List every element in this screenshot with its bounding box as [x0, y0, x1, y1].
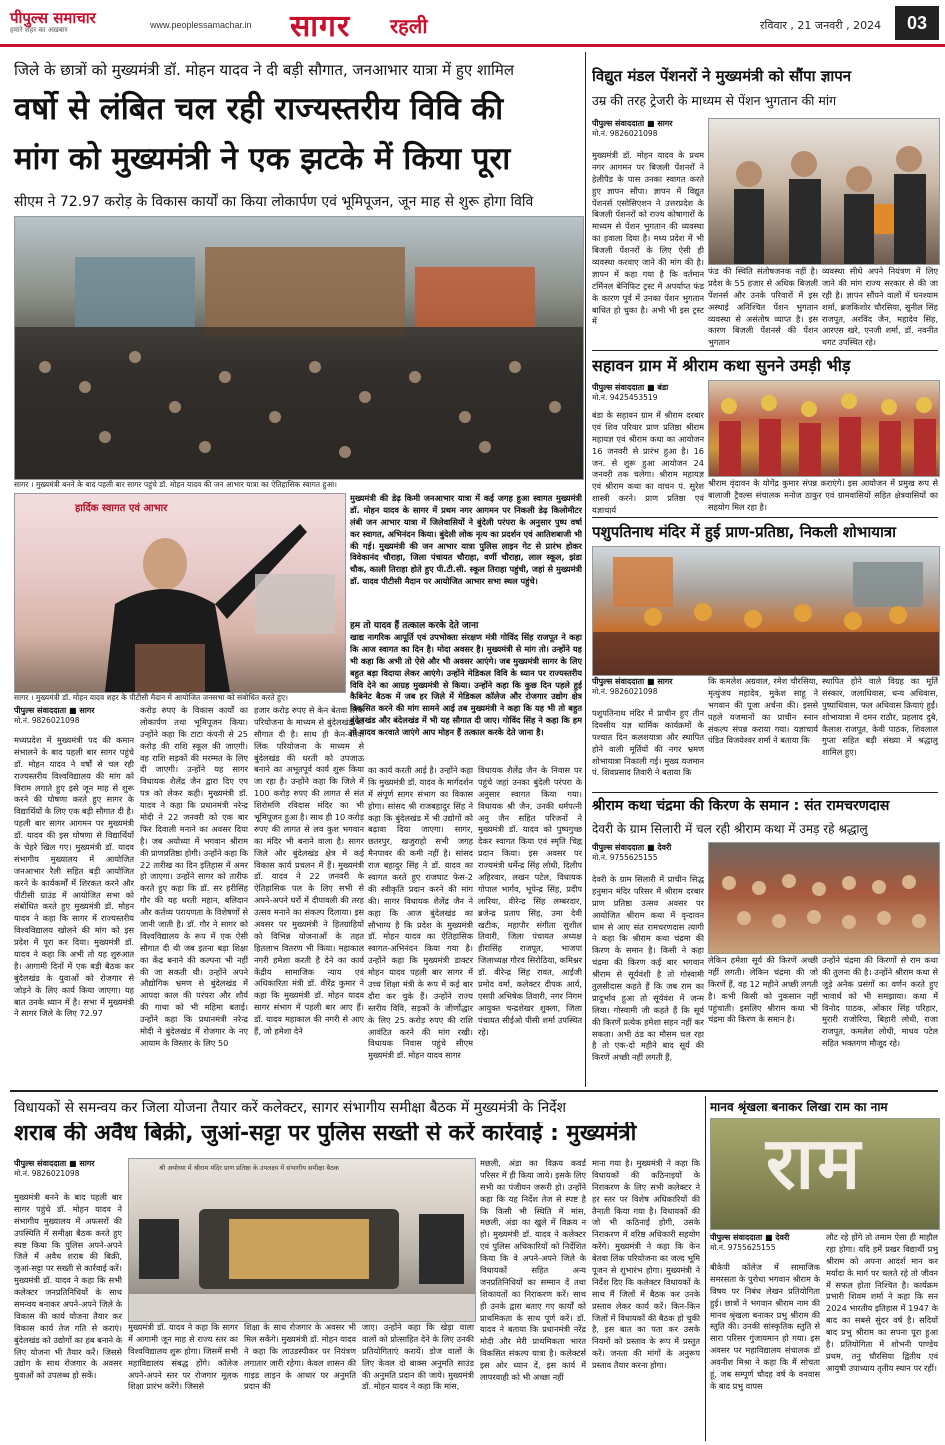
section-rule [592, 350, 938, 351]
seated-devotees-illustration [709, 843, 939, 953]
review-column-5: मछली, अंडा का विक्रय कवर्ड परिसर में ही किया जाये। इसके लिए सभी का पंजीयन जरूरी हो। उन्होंने कहा कि यह निर्देश तेज से स्पष्ट है कि किसी भी स्थिति में मांस, मछली, अंडा का खुले में विक्रय न हो। मुख्यमंत्री डॉ. यादव ने कलेक्टर एवं पुलिस अधिकारियों को निर्देशित किया कि वे अपने-अपने जिले के विधायकों सहित अन्य जनप्रतिनिधियों का सम्मान दें तथा शिकायतों का निराकरण करें। साथ ही उनके द्वारा बताए गए कार्यों को प्राथमिकता के साथ पूर्ण करें। डॉ. यादव ने बताया कि प्रधानमंत्री नरेंद्र मोदी और मेरी प्राथमिकता भारत विकसित संकल्प यात्रा है। कलेक्टर्स इस ओर ध्यान दें, इस कार्य में लापरवाही को भी अच्छा नहीं [480, 1158, 586, 1383]
byline-text: पीपुल्स संवाददाता ■ देवरी [592, 843, 672, 852]
sahawan-body-left: बंडा के सहावन ग्राम में श्रीराम दरबार एवं शिव परिवार प्राण प्रतिष्ठा श्रीराम महायज्ञ एवं श्रीराम कथा का आयोजन 16 जनवरी से प्रारंभ हुआ है। 16 जन. से शुरू हुआ आयोजन 24 जनवरी तक चलेगा। श्रीराम महायज्ञ एवं श्रीराम कथा का वाचन पं. सुरेश शास्त्री करने। प्राण प्रतिष्ठा एवं यज्ञाचार्य [592, 410, 704, 515]
lead-deck: सीएम ने 72.97 करोड़ के विकास कार्यों का किया लोकार्पण एवं भूमिपूजन, जून माह से शुरू होगा विवि [14, 194, 534, 210]
lead-column-4: का कार्य करती आई है। उन्होंने कहा कि मुख्यमंत्री डॉ. यादव के मार्गदर्शन में संपूर्ण सागर संभाग का विकास होगा। सांसद श्री राजबहादुर सिंह ने कहा कि बुंदेलखंड में भी उद्योगों को बढ़ावा दिया जाएगा। सागर, छतरपुर, खजुराहो सभी जगह मैनपावर की कमी नहीं है। सांसद राज बहादुर सिंह ने डॉ. यादव का स्वागत करते हुए राजघाट फेस-2 की स्वीकृति प्रदान करने की मांग की। सागर विधायक शैलेंद्र जैन ने कहा कि आज बुंदेलखंड का सौभाग्य है कि प्रदेश के मुख्यमंत्री डॉ. मोहन यादव का ऐतिहासिक स्वागत-अभिनंदन किया गया है। उन्होंने कहा कि मुख्यमंत्री डाक्टर मोहन यादव पहली बार सागर में उच्च शिक्षा मंत्री के रूप में कई बार दौरा कर चुके हैं। उन्होंने राज्य स्तरीय विवि, सड़कों के जीर्णोद्धार के लिए 25 करोड़ रुपए की राशि आवंटित करने की मांग रखी। विधायक निवास पहुंचे सीएम मुख्यमंत्री डॉ. मोहन यादव सागर [368, 765, 473, 1061]
sahawan-body-right: श्रीराम वृंदावन के योगेंद्र कुमार संपन्न कराएंगे। इस आयोजन में प्रमुख रूप से बालाजी ट्रैवल्स संचालक मनोज ठाकुर एवं ग्रामवासियों सहित क्षेत्रवासियों का सहयोग मिल रहा है। [708, 478, 938, 512]
pashupatinath-byline [592, 676, 702, 697]
meeting-illustration [129, 1159, 475, 1321]
human-chain-byline [710, 1232, 820, 1253]
byline-mobile: मो.नं. 9755625155 [592, 853, 658, 862]
silari-kicker: श्रीराम कथा चंद्रमा की किरण के समान : संत रामचरणदास [592, 798, 890, 814]
rally-paragraph: मुख्यमंत्री की डेढ़ किमी जनआभार यात्रा में कई जगह हुआ स्वागत मुख्यमंत्री डॉ. मोहन यादव के सागर में प्रथम नगर आगमन पर निकली डेढ़ किलोमीटर लंबी जन आभार यात्रा में जिलेवासियों ने बुंदेली परंपरा के अनुसार पुष्प वर्षा कर स्वागत, अभिनंदन किया। बुंदेली लोक नृत्य का प्रदर्शन एवं आतिशबाजी भी की गई। मुख्यमंत्री की जन आभार यात्रा पुलिस लाइन गेट से प्रारंभ होकर विवेकानंद चौराहा, जिला पंचायत चौराहा, वर्णी चौराहा, लाल स्कूल, झंडा चौक, काली तिराहा होते हुए पी.टी.सी. स्कूल तिराहा पहुंची, जहां से मुख्यमंत्री डॉ. यादव पीटीसी मैदान पर आयोजित आभार सभा स्थल पहुंचे। [350, 493, 582, 587]
silari-headline: देवरी के ग्राम सिलारी में चल रही श्रीराम कथा में उमड़ रहे श्रद्धालु [592, 822, 868, 836]
byline-text: पीपुल्स संवाददाता ■ सागर [14, 1159, 95, 1168]
edition-name: रहली [390, 14, 428, 38]
review-meeting-photo [128, 1158, 476, 1322]
brand-name: पीपुल्स समाचार [10, 9, 96, 27]
lead-column-3: हजार करोड़ रुपए से केन बेतवा लिंक परियोजना के माध्यम से बुंदेलखंड को सौगात दी है। साथ ही केन-बेतवा लिंक परियोजना के माध्यम से बुंदेलखंड की धरती को उपजाऊ बनाने का अभूतपूर्व कार्य शुरू किया जा रहा है। उन्होंने कहा कि जिले में 100 करोड़ रुपए की लागत से संत शिरोमणि रविदास मंदिर का भी भूमिपूजन हुआ है। साथ ही 10 करोड़ रुपए की लागत से लव कुश भगवान का मंदिर भी बनाने वाला है। सागर जिले और बुंदेलखंड क्षेत्र में कई विकास कार्य प्रचलन में हैं। मुख्यमंत्री डॉ. यादव ने 22 जनवरी के ऐतिहासिक पल के लिए सभी से अपने-अपने घरों में दीपावली की तरह उत्सव मनाने का संकल्प दिलाया। इस अवसर पर मुख्यमंत्री ने हितग्राहियों को विभिन्न योजनाओं के तहत हितलाभ वितरण भी किया। महाकाल नगरी हमेशा करती है देने का कार्य केंद्रीय सामाजिक न्याय एवं अधिकारिता मंत्री डॉ. वीरेंद्र कुमार ने कहा कि मुख्यमंत्री डॉ. मोहन यादव सागर संभाग में पहली बार आए हैं। डॉ. यादव महाकाल की नगरी से आए हैं, जो हमेशा देने [254, 705, 364, 1037]
cm-speech-photo [14, 493, 346, 693]
sahawan-byline [592, 382, 702, 403]
byline-mobile: मो.नं. 9425453519 [592, 393, 658, 402]
pashupatinath-body-left: पशुपतिनाथ मंदिर में प्राचीन हुए तीन दिवसीय यज्ञ धार्मिक कार्यक्रमों के पश्चात दिन कलशयात्रा और स्थापित होने वाली मूर्तियों की नगर भ्रमण शोभायात्रा निकाली गई। मुख्य यजमान पं. शिवप्रसाद तिवारी ने बताया कि [592, 708, 704, 778]
pensioners-deck: उम्र की तरह ट्रेजरी के माध्यम से पेंशन भुगतान की मांग [592, 93, 837, 108]
crowd-illustration [15, 217, 583, 479]
brand-tagline: हमारे शहर का अख़बार [10, 26, 68, 34]
pensioners-byline [592, 118, 702, 139]
column-divider [585, 52, 586, 1087]
pashupatinath-headline: पशुपतिनाथ मंदिर में हुई प्राण-प्रतिष्ठा, निकली शोभायात्रा [592, 523, 896, 541]
byline-mobile: मो.नं. 9826021098 [14, 1169, 80, 1178]
lead-headline-line2: मांग को मुख्यमंत्री ने एक झटके में किया पूरा [14, 141, 511, 177]
silari-katha-photo [708, 842, 940, 954]
issue-date: रविवार , 21 जनवरी , 2024 [760, 19, 882, 32]
section-rule [10, 1090, 938, 1092]
review-column-1: मुख्यमंत्री बनने के बाद पहली बार सागर पहुंचे डॉ. मोहन यादव ने संभागीय मुख्यालय में अफसरों की उपस्थिति में समीक्षा बैठक करते हुए स्पष्ट किया कि पुलिस अपने-अपने जिले में अवैध शराब की बिक्री, जुआं-सट्टा पर सख्ती से कार्रवाई करें। मुख्यमंत्री डॉ. यादव ने कहा कि सभी कलेक्टर जनप्रतिनिधियों के साथ समन्वय बनाकर अपने-अपने जिले के विकास की कार्य योजना तैयार कर विकास कार्य तेज गति से कराएं। बुंदेलखंड को उद्योगों का हब बनाने के लिए योजना भी तैयार करें। जिससे उद्योग के साथ रोजगार के अवसर युवाओं को उपलब्ध हो सकें। [14, 1192, 122, 1381]
lead-headline-line1: वर्षो से लंबित चल रही राज्यस्तरीय विवि की [14, 91, 504, 127]
lead-kicker: जिले के छात्रों को मुख्यमंत्री डॉ. मोहन यादव ने दी बड़ी सौगात, जनआभार यात्रा में हुए शामिल [14, 61, 515, 79]
shobhayatra-illustration [593, 547, 939, 675]
lead-column-5: विधायक शैलेंद्र जैन के निवास पर पहुंचे जहां उनका बुंदेली परंपरा के अनुसार स्वागत किया गया। विधायक श्री जैन, उनकी धर्मपत्नी अनु जैन सहित परिजनों ने मुख्यमंत्री डॉ. यादव को पुष्पगुच्छ देकर स्वागत किया एवं स्मृति चिह्न प्रदान किया। इस अवसर पर राज्यमंत्री धर्मेन्द्र सिंह लोधी, दिलीप अहिरवार, लखन पटेल, विधायक गोपाल भार्गव, भूपेन्द्र सिंह, प्रदीप लारिया, वीरेन्द्र सिंह लम्बरदार, ब्रजेन्द्र प्रताप सिंह, उमा देवी खटीक, महापौर संगीता सुशील तिवारी, जिला पंचायत अध्यक्ष हीरासिंह राजपूत, भाजपा जिलाध्यक्ष गौरव सिरोठिया, कमिश्नर डॉ. वीरेन्द्र सिंह रावत, आईजी प्रमोद वर्मा, कलेक्टर दीपक आर्य, एसपी अभिषेक तिवारी, नगर निगम आयुक्त चन्द्रशेखर शुक्ला, जिला पंचायत सीईओ पीसी शर्मा उपस्थित रहे। [478, 765, 582, 1037]
human-chain-headline: मानव श्रृंखला बनाकर लिखा राम का नाम [710, 1100, 888, 1114]
byline-mobile: मो.नं. 9826021098 [592, 687, 658, 696]
review-column-6: माना गया है। मुख्यमंत्री ने कहा कि विधायकों की कठिनाइयों के निराकरण के लिए सभी कलेक्टर ने हर स्तर पर विशेष अधिकारियों की तैनाती किया गया है। विधायकों की जो भी कठिनाई होगी, उसके निराकरण में वरिष्ठ अधिकारी सहयोग करेंगे। मुख्यमंत्री ने कहा कि केन बेतवा लिंक परियोजना का जल्द भूमि पूजन से शुभारंभ होगा। मुख्यमंत्री ने निर्देश दिए कि कलेक्टर विधायकों के साथ मैं जिलों में बैठक कर उनके प्रस्ताव लेकर कार्य करें। किन-किन जिलों में विधायकों की बैठक हो चुकी है, इस बात का पता कर उसके नियमों को प्रस्ताव के रूप में प्रस्तुत करें। जनता की मांगों के अनुरूप प्रस्ताव तैयार करना होगा। [592, 1158, 700, 1371]
meeting-banner-text: श्री अयोध्या में श्रीराम मंदिर प्राण प्रतिष्ठा के उपलक्ष्य में संभागीय समीक्षा बैठक [159, 1164, 339, 1172]
brand-logo [10, 8, 96, 35]
silari-body-left: देवरी के ग्राम सिलारी में प्राचीन सिद्ध हनुमान मंदिर परिसर में श्रीराम दरबार प्राण प्रतिष्ठा उत्सव अवसर पर आयोजित श्रीराम कथा में वृन्दावन धाम से आए संत रामचरणदास त्यागी ने कहा कि श्रीराम कथा चंद्रमा की किरण के समान है। किसी ने कहा चंद्रमा की किरण कई बार भगवान श्रीराम से सूर्यवंशी है तो गोस्वामी तुलसीदास कहते हैं कि जब राम का प्रादुर्भाव हुआ तो सूर्यवंश में जन्म लिया। गोस्वामी जी कहते हैं कि सूर्य की किरणें प्रत्येक हमेशा सहन नहीं कर सकता। अभी ठंड का मौसम चल रहा है तो एक-दो महीने बाद सूर्य की किरणें अच्छी नहीं लगती हैं, [592, 874, 704, 1063]
human-chain-body-right: लौट रहे होंगे तो तमाम ऐसा ही माहौल रहा होगा। यदि हमें प्रखर विद्यार्थी प्रभु श्रीराम को अपना आदर्श मान कर मर्यादा के मार्ग पर चलते रहे तो जीवन में सफल होता निश्चित है। कार्यक्रम प्रभारी शिवम शर्मा ने कहा कि सन 2024 भारतीय इतिहास में 1947 के बाद का सबसे सुंदर वर्ष है। सदियों बाद प्रभु श्रीराम का सपना पूरा हुआ है। प्रतियोगिता में शोभनी पाण्डेय प्रथम, तनु चौरसिया द्वितीय एवं आयुषी उपाध्याय तृतीय स्थान पर रहीं। [826, 1232, 938, 1373]
lead-byline [14, 705, 139, 726]
pensioners-body-right: व्यवस्था सीधे अपने नियंत्रण में लिए जाने की मांग राज्य सरकार से की जा रही है। ज्ञापन सौंपने वालों में घनश्याम शर्मा, ब्रजकिशोर चौरसिया, सुनील सिंह राजपूत, अरविंद जैन, महादेव सिंह, आरएस खरे, एनजी शर्मा, डॉ. नवनीत धगट उपस्थित रहे। [822, 266, 938, 348]
silari-byline [592, 842, 702, 863]
group-illustration [709, 119, 939, 264]
pensioners-headline: विद्युत मंडल पेंशनरों ने मुख्यमंत्री को सौंपा ज्ञापन [592, 67, 852, 85]
lead-subhead: हम तो यादव हैं तत्काल करके देते जाना [350, 621, 479, 631]
speech-photo-caption: सागर । मुख्यमंत्री डॉ. मोहन यादव शहर के पीटीसी मैदान में आयोजित जनसभा को संबोधित करते हुए। [14, 693, 288, 702]
silari-body-right: उन्होंने चंद्रमा की किरणों से राम कथा की तुलना की है। उन्होंने श्रीराम कथा से जुड़े अनेक प्रसंगों का वर्णन करते हुए भावार्थ को भी समझाया। कथा में विनोद पाठक, ओंकार सिंह परिहार, मुरारी राजोरिया, बिहारी लोधी, राजा राजपूत, कमलेश लोधी, माधव पटेल सहित भक्तगण मौजूद रहे। [822, 955, 938, 1049]
human-chain-body-left: बीकेपी कॉलेज में सामाजिक समरसता के पुरोधा भगवान श्रीराम के विषय पर निबंध लेखन प्रतियोगिता हुई। छात्रों ने भगवान श्रीराम नाम की मानव श्रृंखला बनाकर प्रभु श्रीराम की स्तुति की। उनकी सांस्कृतिक स्तुति से सारा परिसर गुंजायमान हो गया। इस अवसर पर महाविद्यालय संचालक डॉ अवनीश मिश्रा ने कहा कि मैं सोचता हूं, जब सम्पूर्ण चौदह वर्ष के वनवास के बाद प्रभु वापस [710, 1262, 820, 1391]
lead-column-2: करोड़ रुपए के विकास कार्यों का लोकार्पण तथा भूमिपूजन किया। उन्होंने कहा कि टाटा कंपनी से 25 करोड़ की राशि स्कूल की जाएगी। वह राशि सड़कों की मरम्मत के लिए दी जाएगी। उन्होंने यह सागर विधायक शैलेंद्र जैन द्वारा दिए एप पत्र को लेकर कही। मुख्यमंत्री डॉ. यादव ने कहा कि प्रधानमंत्री नरेन्द्र मोदी ने 22 जनवरी को एक बार फिर दिवाली मनाने का अवसर दिया है। जब अयोध्या में भगवान श्रीराम की प्राणप्रतिष्ठा होगी। उन्होंने कहा कि 22 तारीख का दिन इतिहास में अमर हो जाएगा। उन्होंने सागर को तारीफ करते हुए कहा कि डॉ. सर हरीसिंह गौर की यह धरती महान, बलिदान और कर्तव्य परायणता के विशेषणों से जानी जाती है। डॉ. गौर ने सागर को विश्वविद्यालय के रूप में एक ऐसी सौगात दी थी जब इतना बड़ा शिक्षा का केंद्र बनाने की कल्पना भी नहीं की जा सकती थी। उन्होंने अपने औद्योगिक भ्रमण से बुंदेलखंड में आपदा काल की परंपरा और शौर्य की गाथा को भी महिमा बताई। उन्होंने कहा कि प्रधानमंत्री नरेन्द्र मोदी ने बुंदेलखंड में रोजगार के नए आयाम के विस्तार के लिए 50 [140, 705, 248, 1048]
website-url: www.peoplessamachar.in [150, 20, 252, 30]
byline-mobile: मो.नं. 9826021098 [14, 716, 80, 725]
review-kicker: विधायकों से समन्वय कर जिला योजना तैयार करें कलेक्टर, सागर संभागीय समीक्षा बैठक में मुख्यमंत्री के निर्देश [14, 1100, 567, 1116]
lead-column-1: मध्यप्रदेश में मुख्यमंत्री पद की कमान संभालने के बाद पहली बार सागर पहुंचे डॉ. मोहन यादव ने वर्षों से चल रही राज्यस्तरीय विश्वविद्यालय की मांग को विराम लगाते हुए इसे जून माह से शुरू करने की घोषणा करते हुए सागर के विद्यार्थियों के लिए एक बड़ी सौगात दी है। पहली बार सागर आगमन पर मुख्यमंत्री डॉ. यादव की इस घोषणा से विद्यार्थियों के चेहरे खिल गए। मुख्यमंत्री डॉ. यादव संभागीय मुख्यालय में आयोजित जनआभार रैली सहित बड़ी आयोजित करने के कार्यकर्मों में शिरकत करने और पीटीसी ग्राउंड में आयोजित सभा को संबोधित करते हुए मुख्यमंत्री डॉ. मोहन यादव ने कहा कि सागर में राज्यस्तरीय विश्वविद्यालय खोलने की मांग को इस प्रदेश में पूरा कर दिया। मुख्यमंत्री डॉ. यादव ने कहा कि अभी तो यह शुरुआत है। आगामी दिनों में एक बड़ी बैठक कर बुंदेलखंड के युवाओं को रोजगार से जोड़ने के लिए कार्य किया जाएगा। यह बात उनके ध्यान में है। सभा में मुख्यमंत्री ने सागर जिले के लिए 72.97 [14, 735, 134, 1019]
review-column-2: मुख्यमंत्री डॉ. यादव ने कहा कि सागर में आगामी जून माह से राज्य स्तर का विश्वविद्यालय शुरू होगा। जिसमें सभी महाविद्यालय संबद्ध होंगे। कॉलेज अपने-अपने स्तर पर रोजगार मूलक शिक्षा प्रारंभ करेंगे। जिससे [128, 1322, 238, 1392]
review-column-4: जाए। उन्होंने कहा कि खेड़ा वाला वालों को प्रोत्साहित देने के लिए उनकी प्रतियोगिताएं करायें। डोज वालों के लिए केवल दो बाक्स अनुमति साउंड की अनुमति प्रदान की जाये। मुख्यमंत्री डॉ. मोहन यादव ने कहा कि मांस, [362, 1322, 474, 1392]
pensioners-photo [708, 118, 940, 265]
byline-text: पीपुल्स संवाददाता ■ बंडा [592, 383, 669, 392]
pashupatinath-body-right: स्थापित होने वाले विग्रह का मूर्ति संस्कार, जलाधिवास, धन्य अधिवास, पुष्पाधिवास, फल अधिवास क्रियाएं हुईं। शोभायात्रा में दमन राठौर, प्रहलाद दुबे, कैलाश राजपूत, केवी पाठक, शिवलाल गुप्ता सहित बड़ी संख्या में श्रद्धालु शामिल हुए। [822, 676, 938, 758]
sahawan-headline: सहावन ग्राम में श्रीराम कथा सुनने उमड़ी भीड़ [592, 356, 851, 375]
women-procession-illustration [709, 381, 939, 476]
byline-mobile: मो.नं. 9755625155 [710, 1243, 776, 1252]
byline-text: पीपुल्स संवाददाता ■ सागर [14, 706, 95, 715]
sahawan-photo [708, 380, 940, 477]
human-chain-photo [710, 1118, 940, 1230]
lead-sub-paragraph: खाद्य नागरिक आपूर्ति एवं उपभोक्ता संरक्षण मंत्री गोविंद सिंह राजपूत ने कहा कि आज स्वागत का दिन है। मोदा अवसर है। मुख्यमंत्री से मांग तो। उन्होंने यह भी कहा कि अभी तो ऐसे और भी अवसर आएंगे। जब मुख्यमंत्री सागर के लिए बहुत बड़ा विदाया लेकर आएंगे। उन्होंने मेडिकल विवि के ध्यान पर राज्यस्तरीय विवि देने का आग्रह मुख्यमंत्री से किया। उन्होंने कहा कि कुछ दिन पहले हुई कैबिनेट बैठक में जब हर जिले में मेडिकल कॉलेज और रोजगार उद्योग क्षेत्र विकसित करने की मांग सामने आई तब मुख्यमंत्री ने कहा कि यह भी तो बहुत बुंदेलखंड और बंदेलखंड में भी यह सौगात दी जाए। गोविंद सिंह ने कहा कि हम तो यादव करवाते जाएंगे आप मोहन हैं तत्काल करके देते जाना है। [350, 632, 582, 738]
byline-text: पीपुल्स संवाददाता ■ देवरी [710, 1233, 790, 1242]
page-number: 03 [895, 6, 939, 40]
review-byline [14, 1158, 124, 1179]
rally-crowd-photo [14, 216, 584, 480]
byline-text: पीपुल्स संवाददाता ■ सागर [592, 677, 673, 686]
column-divider [705, 1096, 706, 1441]
byline-text: पीपुल्स संवाददाता ■ सागर [592, 119, 673, 128]
speaker-illustration [15, 494, 345, 692]
silari-body-middle: लेकिन हमेशा सूर्य की किरणें अच्छी नहीं लगती। लेकिन चंद्रमा की जो किरणें हैं, वह 12 महीने अच्छी लगती है। कभी किसी को नुकसान नहीं पहुंचाती। इसलिए श्रीराम कथा भी चंद्रमा की किरण के समान है। [708, 955, 818, 1025]
human-chain-word: राम [766, 1121, 864, 1205]
section-rule [592, 517, 938, 518]
review-headline: शराब की अवैध बिक्री, जुआं-सट्टा पर पुलिस सख्ती से करें कार्रवाई : मुख्यमंत्री [14, 1122, 637, 1146]
city-name: सागर [290, 9, 351, 44]
review-column-3: शिक्षा के साथ रोजगार के अवसर भी मिल सकेंगे। मुख्यमंत्री डॉ. मोहन यादव ने कहा कि लाउडस्पीकर पर नियंत्रण लगातार जारी रहेगा। केवल शासन की गाइड लाइन के आधार पर अनुमति प्रदान की [244, 1322, 356, 1392]
pensioners-body-middle: फंड की स्थिति संतोषजनक नहीं है। प्रदेश के 55 हजार से अधिक बिजली पेंशनर्स और उनके परिवारों में इस अस्थाई अनिश्चित पेंशन भुगतान व्यवस्था से असंतोष व्याप्त है। इस कारण बिजली पेंशनर्स की पेंशन भुगतान [708, 266, 818, 348]
pashupatinath-body-middle: कि कमलेश अग्रवाल, रमेश चौरसिया, मृत्युंजय महादेव, मुकेश साहू ने भगवान की पूजा अर्चना की। इससे पहले यजमानों का प्राचीन स्नान संकल्प संपन्न कराया गया। यज्ञाचार्य पंडित विजयेश्वर शर्मा ने बताया कि [708, 676, 818, 746]
section-rule [592, 792, 938, 793]
byline-mobile: मो.नं. 9826021098 [592, 129, 658, 138]
pensioners-body-left: मुख्यमंत्री डॉ. मोहन यादव के प्रथम नगर आगमन पर बिजली पेंशनरों ने हेलीपैड के पास उनका स्वागत करते हुए ज्ञापन सौंपा। ज्ञापन में विद्युत पेंशनर्स एसोसिएशन ने उत्तरप्रदेश के बिजली पेंशनरों को राज्य कोषागारों के माध्यम से पेंशन भुगतान की व्यवस्था का हवाला दिया है। मध्य प्रदेश में भी बिजली पेंशनरों के लिए ऐसी ही व्यवस्था करवाए जाने की मांग की है। ज्ञापन में कहा गया है कि वर्तमान टर्मिनल बेनिफिट ट्रस्ट में अपर्याप्त फंड के कारण पूर्व में उनका पेंशन भुगतान बाधित हो चुका है। अभी भी इस ट्रस्ट में [592, 150, 704, 327]
rally-photo-caption: सागर । मुख्यमंत्री बनने के बाद पहली बार सागर पहुंचे डॉ. मोहन यादव की जन आभार यात्रा का ऐतिहासिक स्वागत हुआ। [14, 480, 337, 489]
stage-banner-text: हार्दिक स्वागत एवं आभार [75, 503, 168, 514]
pashupatinath-photo [592, 546, 940, 676]
